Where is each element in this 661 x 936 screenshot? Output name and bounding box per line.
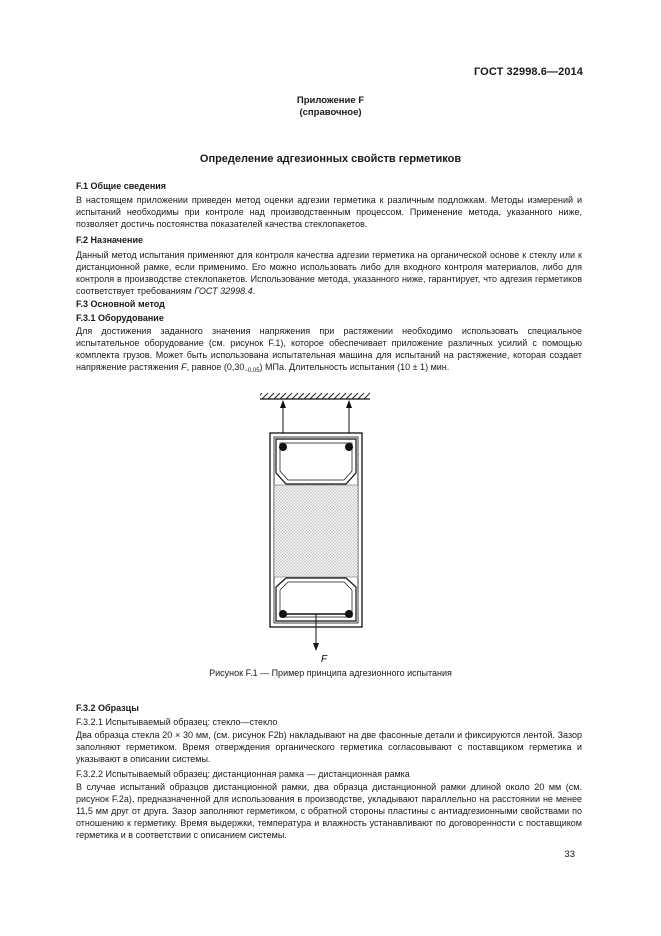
section-text-f1: В настоящем приложении приведен метод оценки адгезии герметика к различным подложкам. Методы измерений и испытаний необходимы при контроле над производственным процессом. Применение метода, указанного ниже, позволяет достичь постоянства показателей качества стеклопакетов. xyxy=(76,195,582,229)
page-number: 33 xyxy=(564,849,575,860)
adhesion-test-diagram xyxy=(250,393,390,665)
upper-holder xyxy=(276,439,356,484)
section-heading-f1: F.1 Общие сведения xyxy=(76,181,167,191)
annex-type: (справочное) xyxy=(299,107,362,118)
section-heading-f2: F.2 Назначение xyxy=(76,235,144,245)
lower-pin-right xyxy=(345,610,353,618)
arrowhead-left xyxy=(280,400,286,408)
subsection-text-f321: Два образца стекла 20 × 30 мм, (см. рисунок F2b) накладывают на две фасонные детали и фиксируются лентой. Зазор заполняют герметиком. Время отверждения органического герметика согласовывают с поставщиком герметика и указывают в описании системы. xyxy=(76,730,582,764)
section-heading-f32: F.3.2 Образцы xyxy=(76,703,139,713)
force-arrowhead xyxy=(313,643,319,651)
annex-label: Приложение F xyxy=(296,95,365,106)
force-symbol: F xyxy=(181,362,187,372)
support-hatch xyxy=(260,393,370,399)
upper-pin-left xyxy=(279,443,287,451)
section-text-f2: Данный метод испытания применяют для контроля качества адгезии герметика на органической основе к стеклу или к дистанционной рамке, если применимо. Его можно использовать либо для входного контроля материалов, либо для контроля в производстве стеклопакетов. Использование метода, указанного ниже, гарантирует, что адгезия герметиков соответствует требованиям ГОСТ 32998.4. xyxy=(76,250,582,296)
tolerance-subscript: −0,05 xyxy=(244,368,260,374)
figure-caption: Рисунок F.1 — Пример принципа адгезионного испытания xyxy=(209,668,452,678)
page-title: Определение адгезионных свойств герметиков xyxy=(199,153,462,165)
section-heading-f31: F.3.1 Оборудование xyxy=(76,313,164,323)
subsection-title-f321: F.3.2.1 Испытываемый образец: стекло—стекло xyxy=(76,717,278,727)
arrowhead-right xyxy=(346,400,352,408)
standard-number: ГОСТ 32998.6—2014 xyxy=(473,66,583,78)
upper-pin-right xyxy=(345,443,353,451)
sealant-layer xyxy=(274,485,358,577)
section-text-f31: Для достижения заданного значения напряжения при растяжении необходимо использовать специальное испытательное оборудование (см. рисунок F.1), которое обеспечивает приложение различных усилий с помощью комплекта грузов. Может быть использована испытательная машина для испытаний на растяжение, которая создает напряжение растяжения F, равное $(0,30_{-0,05})$ МПа. Длительность испытания (10 ± 1) мин. xyxy=(76,326,582,374)
standard-reference: ГОСТ 32998.4 xyxy=(194,286,253,296)
subsection-title-f322: F.3.2.2 Испытываемый образец: дистанционная рамка — дистанционная рамка xyxy=(76,769,410,779)
subsection-text-f322: В случае испытаний образцов дистанционной рамки, два образца дистанционной рамки длиной около 20 мм (см. рисунок F.2a), предназначенной для использования в производстве, укладывают параллельно на расстоянии не менее 11,5 мм друг от друга. Зазор заполняют герметиком, с обратной стороны пластины с антиадгезионными свойствами по отношению к герметику. Время выдержки, температура и влажность устанавливают по договоренности с поставщиком герметика и в соответствии с описанием системы. xyxy=(76,782,582,840)
force-label: F xyxy=(321,654,328,665)
section-heading-f3: F.3 Основной метод xyxy=(76,299,165,309)
lower-pin-left xyxy=(279,610,287,618)
